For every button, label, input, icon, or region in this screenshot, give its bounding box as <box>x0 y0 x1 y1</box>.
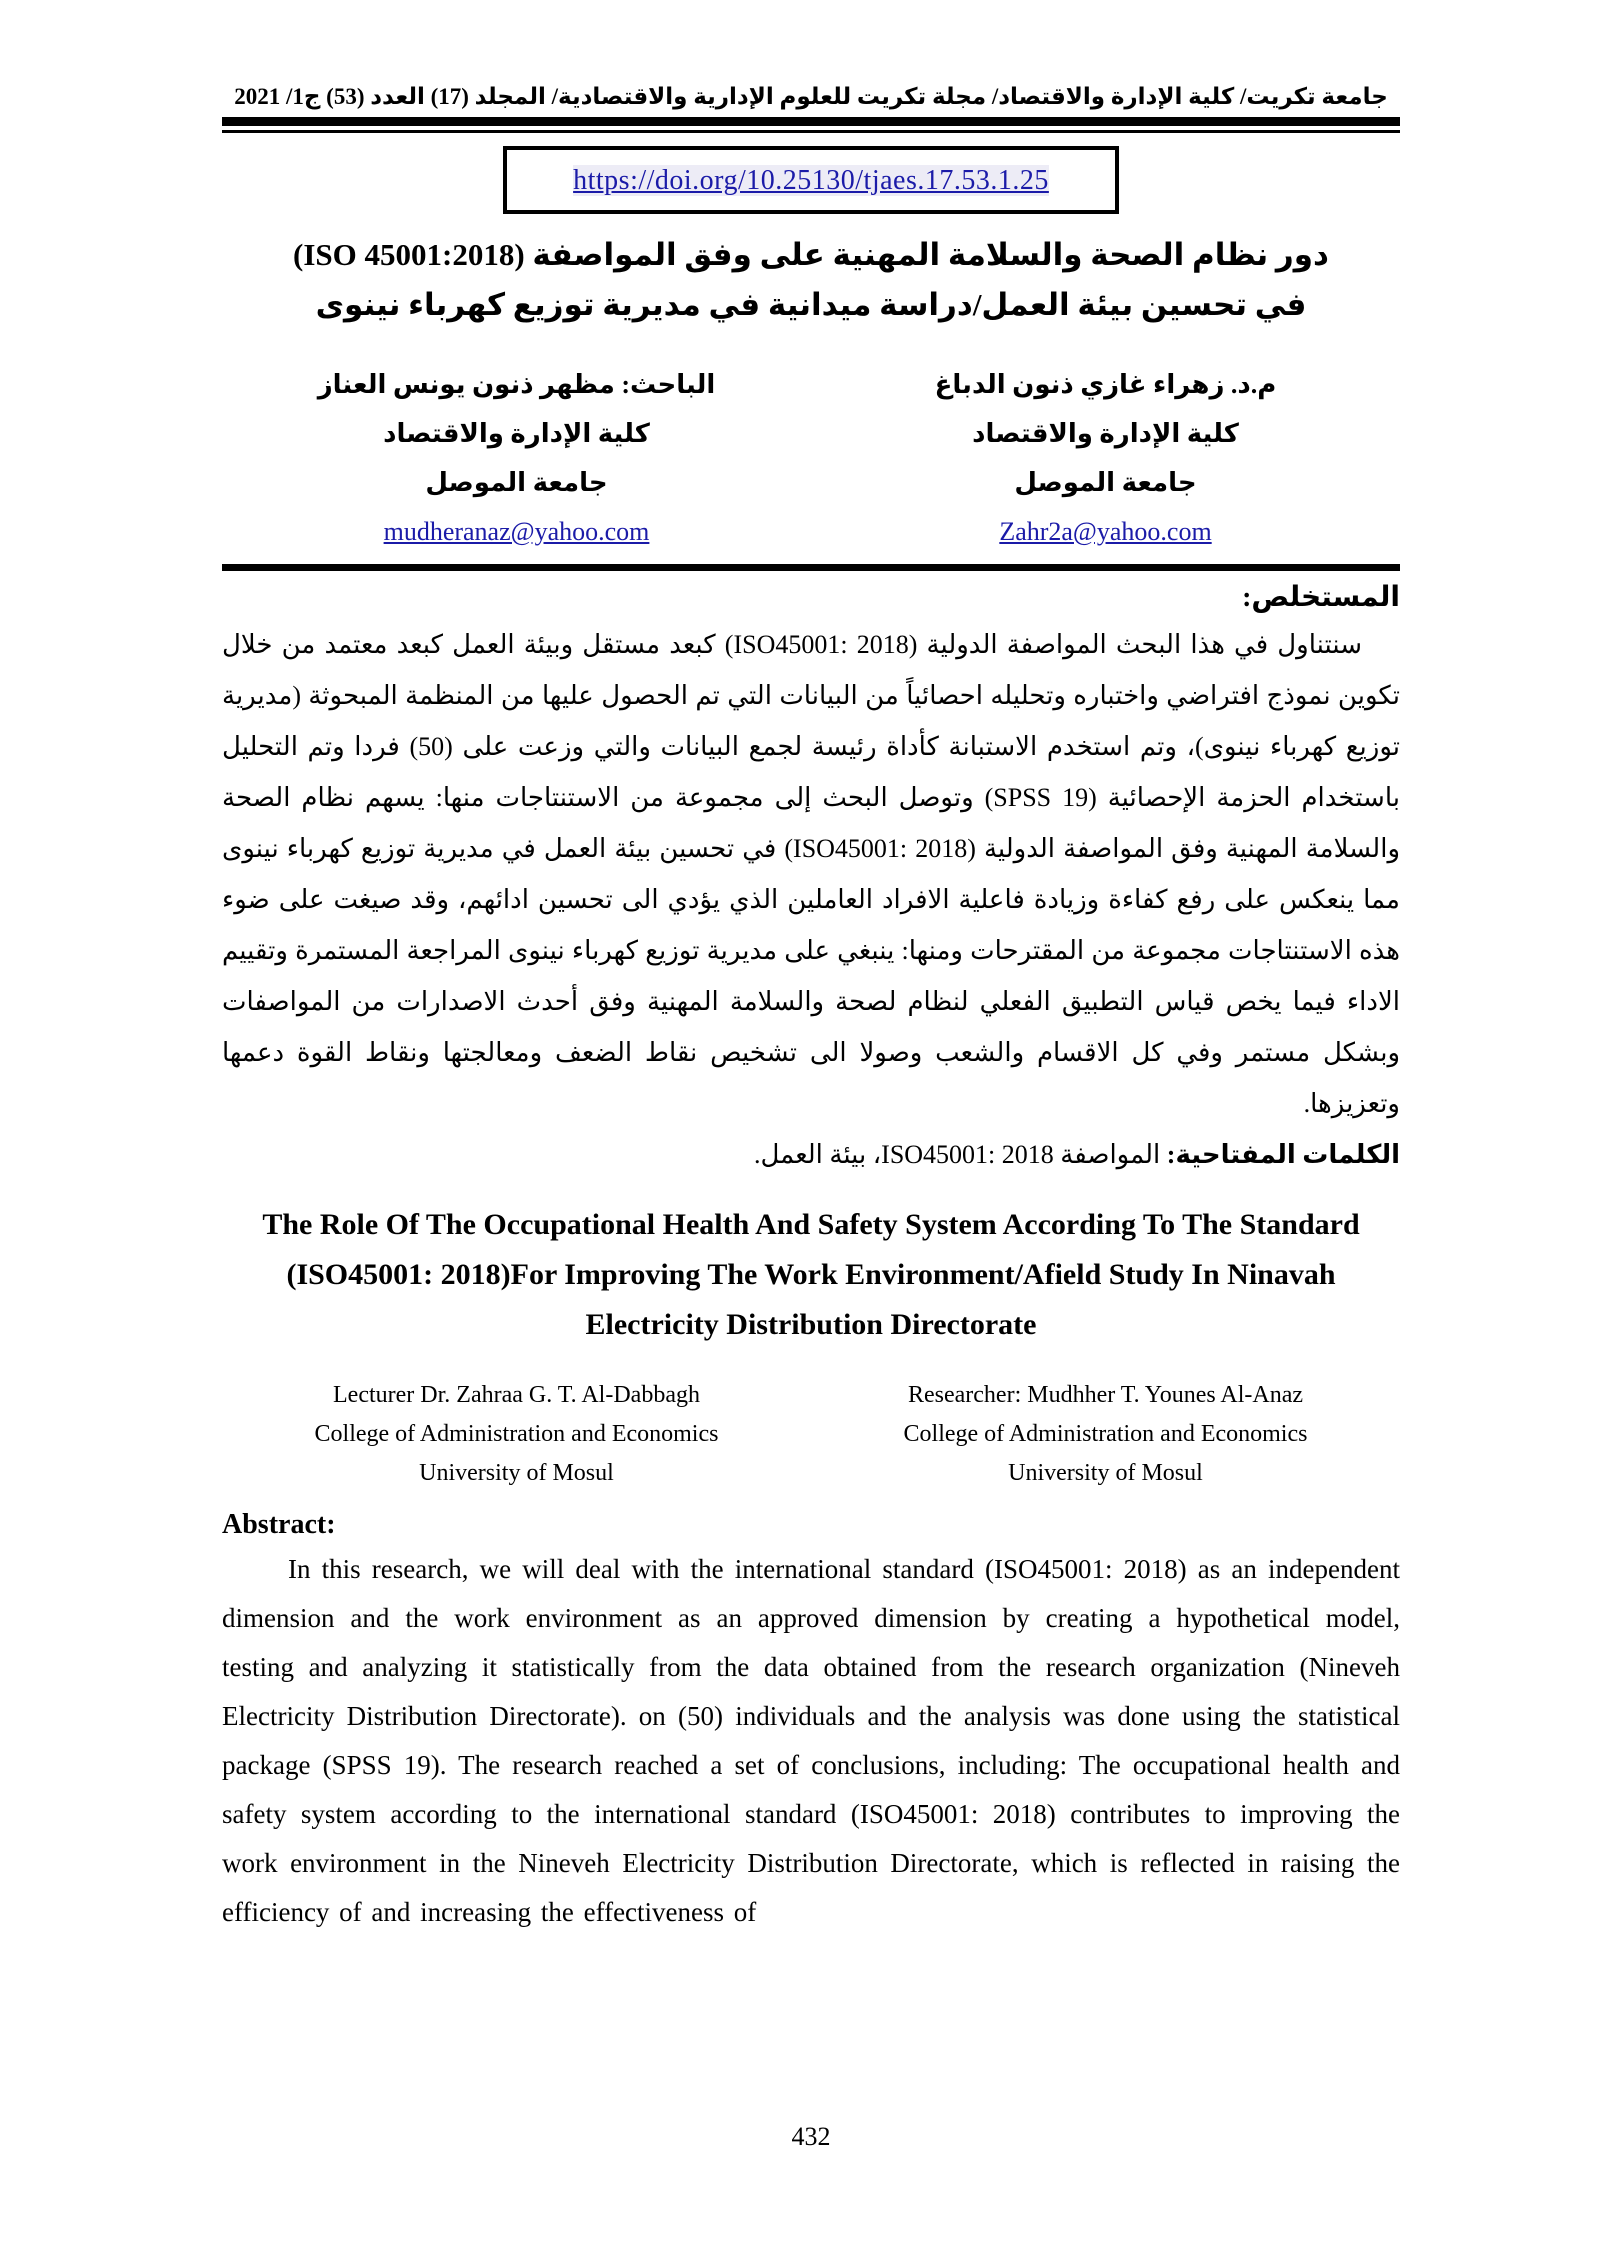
author-college: College of Administration and Economics <box>314 1421 719 1447</box>
arabic-title-line1: دور نظام الصحة والسلامة المهنية على وفق المواصفة (ISO 45001:2018) <box>293 237 1329 272</box>
page-content <box>222 0 1400 1937</box>
arabic-title-line2: في تحسين بيئة العمل/دراسة ميدانية في مديرية توزيع كهرباء نينوى <box>315 287 1307 322</box>
arabic-keywords <box>222 1129 1400 1180</box>
arabic-abstract-heading: المستخلص: <box>1242 582 1400 613</box>
english-abstract-heading: Abstract: <box>222 1509 336 1540</box>
author-university: جامعة الموصل <box>425 468 608 497</box>
arabic-author-first <box>811 360 1400 556</box>
author-email <box>222 507 811 556</box>
english-author-first <box>222 1376 811 1493</box>
arabic-keywords-text: المواصفة ISO45001: 2018، بيئة العمل. <box>753 1140 1167 1169</box>
author-college: كلية الإدارة والاقتصاد <box>972 419 1239 448</box>
author-name: الباحث: مظهر ذنون يونس العناز <box>317 370 716 399</box>
arabic-author-second <box>222 360 811 556</box>
author-university: University of Mosul <box>419 1460 614 1486</box>
english-abstract-text: In this research, we will deal with the international standard (ISO45001: 2018) as an independent dimension and the work environment as an approved dimension by creating a hypothetical model, testing and analyzing it statistically from the data obtained from the research organization (Nineveh Electricity Distribution Directorate). on (50) individuals and the analysis was done using the statistical package (SPSS 19). The research reached a set of conclusions, including: The occupational health and safety system according to the international standard (ISO45001: 2018) contributes to improving the work environment in the Nineveh Electricity Distribution Directorate, which is reflected in raising the efficiency of and increasing the effectiveness of <box>222 1554 1400 1927</box>
page-number: 432 <box>791 2122 831 2151</box>
author-name: Lecturer Dr. Zahraa G. T. Al-Dabbagh <box>333 1382 700 1408</box>
author-name: Researcher: Mudhher T. Younes Al-Anaz <box>907 1382 1304 1408</box>
author-university: University of Mosul <box>1008 1460 1203 1486</box>
divider-rule <box>222 564 1400 571</box>
arabic-title <box>222 230 1400 330</box>
english-title: The Role Of The Occupational Health And Safety System According To The Standard (ISO45001: 2018)For Improving The Work Environment/Afield Study In Ninavah Electricity Distribution Directorate <box>262 1208 1360 1341</box>
english-authors-block <box>222 1376 1400 1493</box>
doi-box <box>503 146 1119 214</box>
doi-link[interactable]: https://doi.org/10.25130/tjaes.17.53.1.25 <box>573 165 1049 196</box>
author-college: كلية الإدارة والاقتصاد <box>383 419 650 448</box>
header-double-rule <box>222 117 1400 133</box>
arabic-authors-block <box>222 360 1400 556</box>
arabic-keywords-label: الكلمات المفتاحية: <box>1166 1140 1400 1169</box>
author-email-link[interactable]: Zahr2a@yahoo.com <box>999 517 1212 546</box>
author-college: College of Administration and Economics <box>903 1421 1308 1447</box>
author-email <box>811 507 1400 556</box>
arabic-abstract-text: سنتناول في هذا البحث المواصفة الدولية (ISO45001: 2018) كبعد مستقل وبيئة العمل كبعد معتمد من خلال تكوين نموذج افتراضي واختباره وتحليله احصائياً من البيانات التي تم الحصول عليها من المنظمة المبحوثة (مديرية توزيع كهرباء نينوى)، وتم استخدم الاستبانة كأداة رئيسة لجمع البيانات والتي وزعت على (50) فردا وتم التحليل باستخدام الحزمة الإحصائية (SPSS 19) وتوصل البحث إلى مجموعة من الاستنتاجات منها: يسهم نظام الصحة والسلامة المهنية وفق المواصفة الدولية (ISO45001: 2018) في تحسين بيئة العمل في مديرية توزيع كهرباء نينوى مما ينعكس على رفع كفاءة وزيادة فاعلية الافراد العاملين الذي يؤدي الى تحسين ادائهم، وقد صيغت على ضوء هذه الاستنتاجات مجموعة من المقترحات ومنها: ينبغي على مديرية توزيع كهرباء نينوى المراجعة المستمرة وتقييم الاداء فيما يخص قياس التطبيق الفعلي لنظام لصحة والسلامة المهنية وفق أحدث الاصدارات من المواصفات وبشكل مستمر وفي كل الاقسام والشعب وصولا الى تشخيص نقاط الضعف ومعالجتها ونقاط القوة دعمها وتعزيزها. <box>222 630 1401 1118</box>
english-author-second <box>811 1376 1400 1493</box>
journal-header: جامعة تكريت/ كلية الإدارة والاقتصاد/ مجلة تكريت للعلوم الإدارية والاقتصادية/ المجلد (17) العدد (53) ج1/ 2021 <box>234 84 1388 109</box>
author-name: م.د. زهراء غازي ذنون الدباغ <box>934 370 1277 399</box>
author-email-link[interactable]: mudheranaz@yahoo.com <box>383 517 650 546</box>
author-university: جامعة الموصل <box>1014 468 1197 497</box>
